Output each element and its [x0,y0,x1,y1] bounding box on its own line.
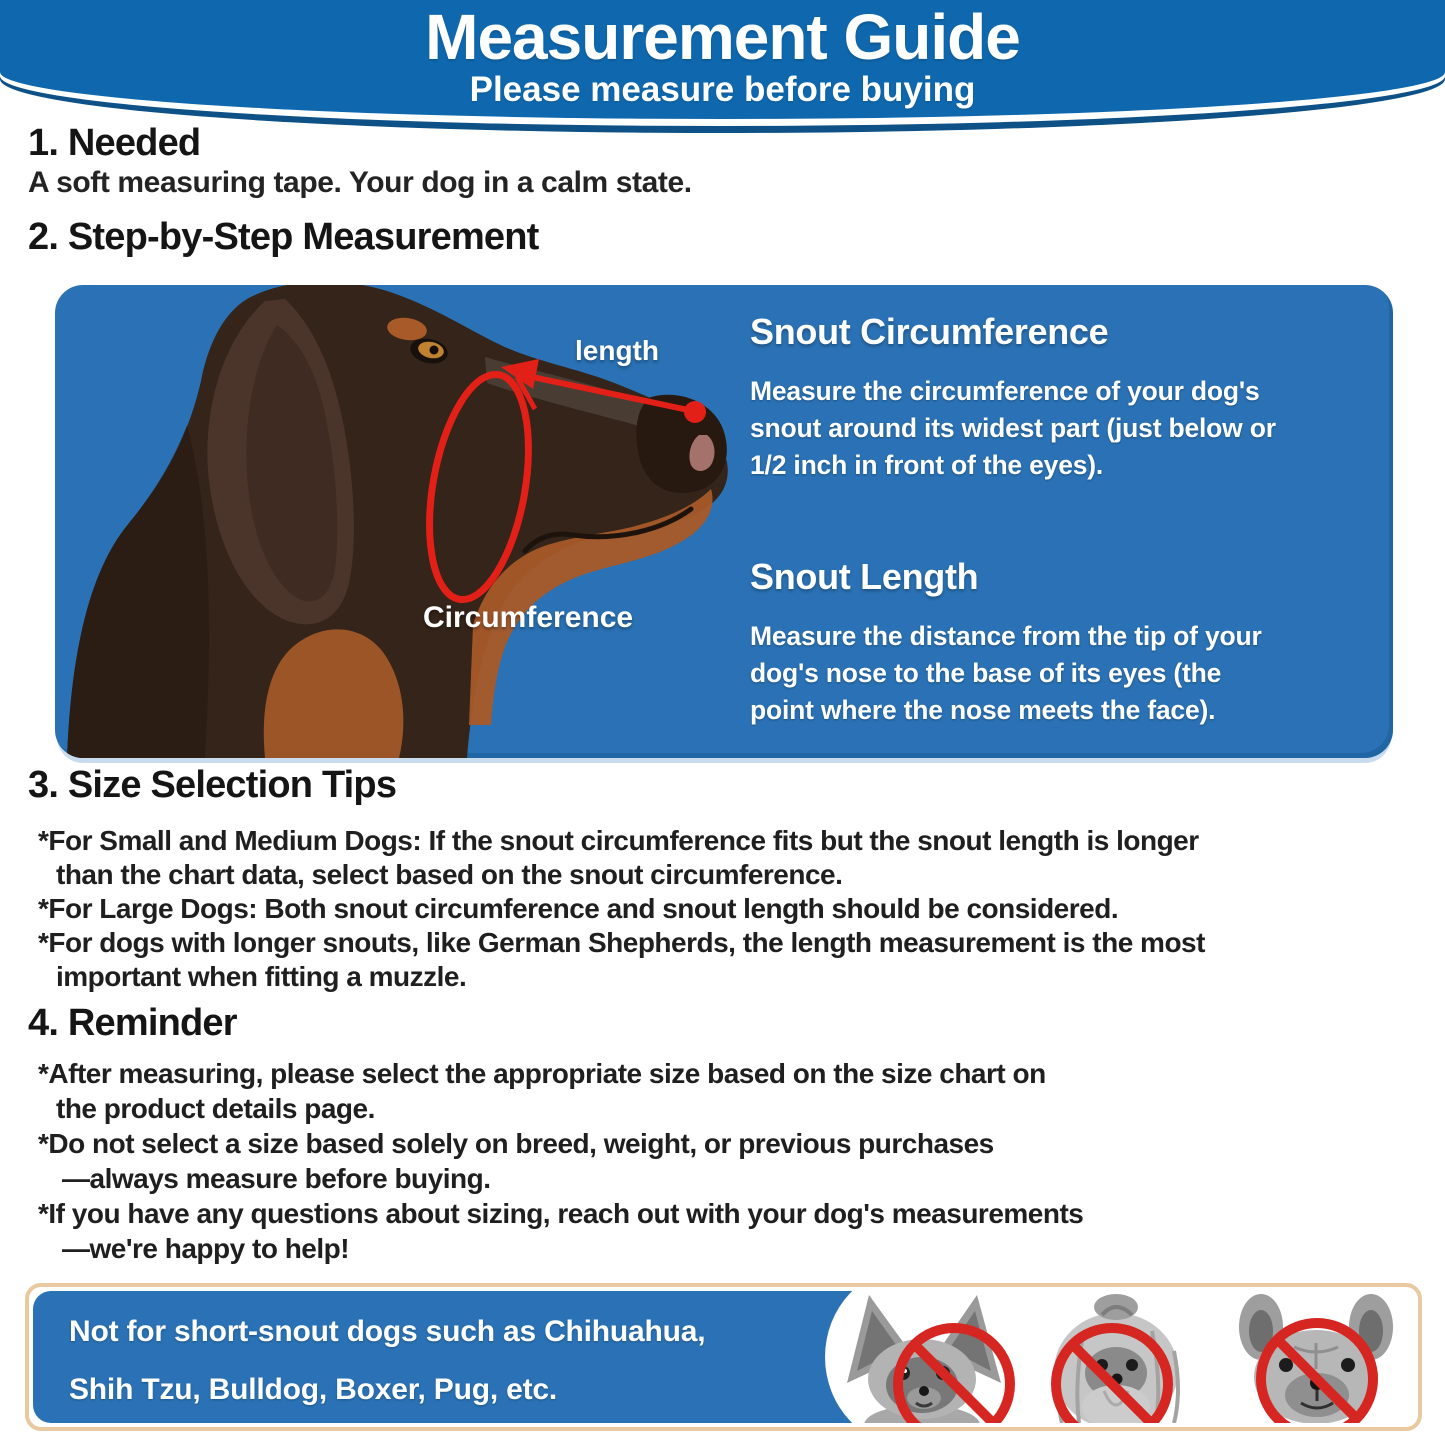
header-banner [0,0,1445,140]
needed-body: A soft measuring tape. Your dog in a calm state. [28,166,692,199]
snout-circumference-body [750,373,1393,484]
tip-line: important when fitting a muzzle. [56,961,467,992]
text-line: point where the nose meets the face). [750,695,1216,725]
length-label: length [575,335,659,366]
reminder-line: —we're happy to help! [62,1233,350,1264]
tip-line: *For Small and Medium Dogs: If the snout circumference fits but the snout length is longer [38,825,1199,856]
page-title: Measurement Guide [425,1,1020,73]
circumference-label: Circumference [423,601,634,634]
reminder-line: the product details page. [56,1093,375,1124]
text-line: dog's nose to the base of its eyes (the [750,658,1222,688]
snout-length-heading: Snout Length [750,556,979,597]
measurement-diagram-panel [55,285,1393,758]
french-bulldog-photo [1209,1291,1419,1423]
snout-length-body [750,618,1393,729]
tips-heading: 3. Size Selection Tips [28,764,397,806]
page-subtitle: Please measure before buying [469,70,976,109]
snout-circumference-heading: Snout Circumference [750,311,1109,352]
reminder-line: *After measuring, please select the appropriate size based on the size chart on [38,1058,1046,1089]
reminder-heading: 4. Reminder [28,1002,237,1044]
tip-line: *For dogs with longer snouts, like German Shepherds, the length measurement is the most [38,927,1205,958]
reminder-line: *Do not select a size based solely on breed, weight, or previous purchases [38,1128,994,1159]
reminder-line: *If you have any questions about sizing, reach out with your dog's measurements [38,1198,1084,1229]
tip-line: *For Large Dogs: Both snout circumference and snout length should be considered. [38,893,1119,924]
warning-text-line: Shih Tzu, Bulldog, Boxer, Pug, etc. [69,1373,558,1406]
diagram-text-column [750,311,1393,729]
shih-tzu-photo [1024,1291,1214,1423]
chihuahua-photo [819,1291,1019,1423]
text-line: 1/2 inch in front of the eyes). [750,450,1104,480]
text-line: snout around its widest part (just below or [750,413,1276,443]
text-line: Measure the circumference of your dog's [750,376,1260,406]
warning-text-line: Not for short-snout dogs such as Chihuahua, [69,1315,706,1348]
reminder-line: —always measure before buying. [62,1163,491,1194]
text-line: Measure the distance from the tip of your [750,621,1262,651]
needed-heading: 1. Needed [28,122,201,164]
tips-list [38,824,1205,994]
reminder-list [38,1056,1083,1266]
steps-heading: 2. Step-by-Step Measurement [28,216,539,258]
tip-line: than the chart data, select based on the snout circumference. [56,859,843,890]
not-suitable-warning-box [25,1283,1422,1431]
